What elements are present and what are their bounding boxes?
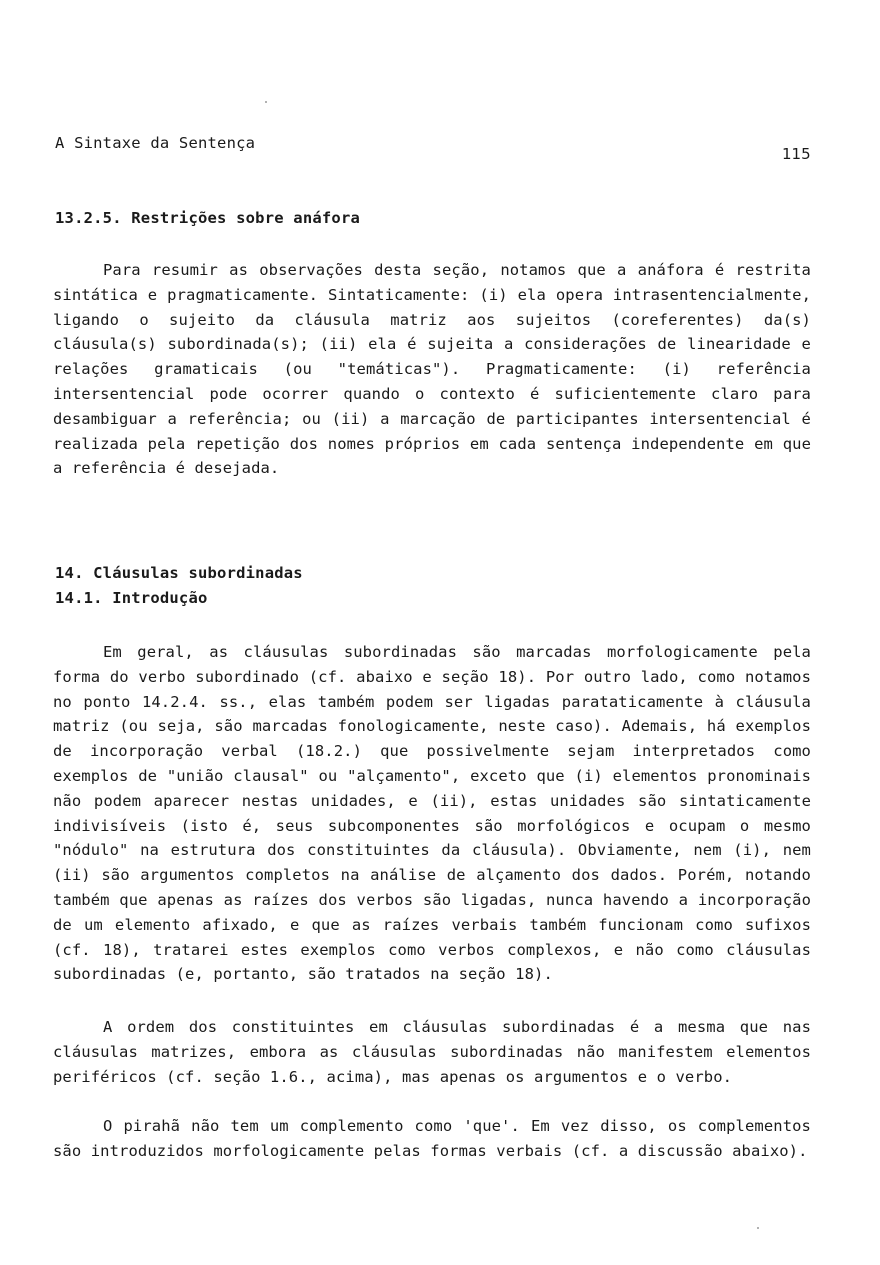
scan-speck xyxy=(757,1227,759,1229)
paragraph-introducao-3: O pirahã não tem um complemento como 'que'. Em vez disso, os complementos são introduzidos morfologicamente pelas formas verbais (cf. a discussão abaixo). xyxy=(53,1117,811,1160)
section-heading-clausulas-subordinadas: 14. Cláusulas subordinadas xyxy=(55,564,303,582)
running-title: A Sintaxe da Sentença xyxy=(55,134,256,152)
subsection-heading-introducao: 14.1. Introdução xyxy=(55,589,208,607)
scan-speck xyxy=(265,101,267,103)
page-number: 115 xyxy=(782,145,811,163)
section-heading-anafora: 13.2.5. Restrições sobre anáfora xyxy=(55,209,361,227)
paragraph-introducao-1: Em geral, as cláusulas subordinadas são marcadas morfologicamente pela forma do verbo subordinado (cf. abaixo e seção 18). Por outro lado, como notamos no ponto 14.2.4. ss., elas também podem ser ligadas parataticamente à cláusula matriz (ou seja, são marcadas fonologicamente, neste caso). Ademais, há exemplos de incorporação verbal (18.2.) que possivelmente sejam interpretados como exemplos de "união clausal" ou "alçamento", exceto que (i) elementos pronominais não podem aparecer nestas unidades, e (ii), estas unidades são sintaticamente indivisíveis (isto é, seus subcomponentes são morfológicos e ocupam o mesmo "nódulo" na estrutura dos constituintes da cláusula). Obviamente, nem (i), nem (ii) são argumentos completos na análise de alçamento dos dados. Porém, notando também que apenas as raízes dos verbos são ligadas, nunca havendo a incorporação de um elemento afixado, e que as raízes verbais também funcionam como sufixos (cf. 18), tratarei estes exemplos como verbos complexos, e não como cláusulas subordinadas (e, portanto, são tratados na seção 18). xyxy=(53,643,811,984)
paragraph-anafora: Para resumir as observações desta seção, notamos que a anáfora é restrita sintática e pragmaticamente. Sintaticamente: (i) ela opera intrasentencialmente, ligando o sujeito da cláusula matriz aos sujeitos (coreferentes) da(s) cláusula(s) subordinada(s); (ii) ela é sujeita a considerações de linearidade e relações gramaticais (ou "temáticas"). Pragmaticamente: (i) referência intersentencial pode ocorrer quando o contexto é suficientemente claro para desambiguar a referência; ou (ii) a marcação de participantes intersentencial é realizada pela repetição dos nomes próprios em cada sentença independente em que a referência é desejada. xyxy=(53,261,811,478)
paragraph-introducao-2: A ordem dos constituintes em cláusulas subordinadas é a mesma que nas cláusulas matrizes, embora as cláusulas subordinadas não manifestem elementos periféricos (cf. seção 1.6., acima), mas apenas os argumentos e o verbo. xyxy=(53,1018,811,1086)
